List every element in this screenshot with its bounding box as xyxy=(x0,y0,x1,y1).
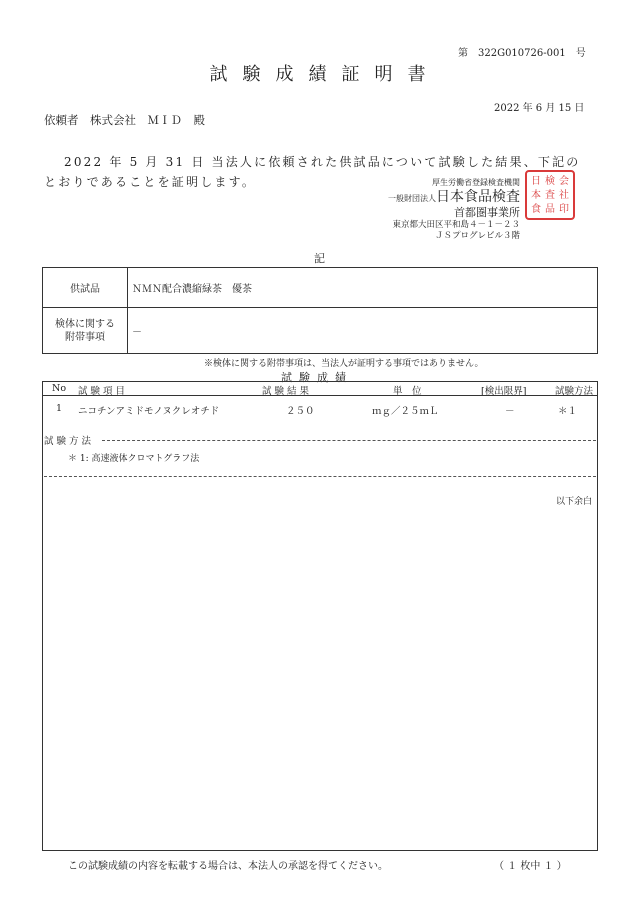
results-title: 試験成績 xyxy=(281,371,353,384)
header-result: 試 験 結 果 xyxy=(262,386,310,397)
issuer-office: 首都圏事業所 xyxy=(454,206,520,219)
attached-matters-value: － xyxy=(128,308,598,354)
sample-value: ＮＭＮ配合濃縮緑茶 優茶 xyxy=(128,268,598,308)
row-limit: － xyxy=(505,406,515,417)
method-label: 試 験 方 法 xyxy=(44,436,92,447)
header-divider xyxy=(42,395,598,396)
document-title: 試験成績証明書 xyxy=(209,64,441,85)
row-no: 1 xyxy=(56,403,63,414)
ki-heading: 記 xyxy=(314,252,325,265)
row-method: ＊１ xyxy=(558,406,578,417)
issue-date: 2022 年 6 月 15 日 xyxy=(494,103,585,114)
sample-label: 供試品 xyxy=(43,268,128,308)
issuer-block xyxy=(380,176,520,242)
row-result: ２５０ xyxy=(286,406,315,417)
sample-info-table xyxy=(42,267,598,354)
official-seal-stamp: 日 検 会 本 査 社 食 品 印 xyxy=(525,170,575,220)
row-item: ニコチンアミドモノヌクレオチド xyxy=(78,406,220,417)
certificate-number: 第 322G010726-001 号 xyxy=(458,48,586,59)
certification-statement: 2022 年 5 月 31 日 当法人に依頼された供試品について試験した結果、下記のとおりであることを証明します。 xyxy=(44,155,581,189)
header-unit: 単 位 xyxy=(393,386,422,397)
requester: 依頼者 株式会社 ＭＩＤ 殿 xyxy=(44,113,205,127)
header-method: 試験方法 xyxy=(555,386,594,397)
issuer-name: 日本食品検査 xyxy=(436,189,520,205)
row-unit: ｍｇ／２５ｍＬ xyxy=(372,406,439,417)
end-note: 以下余白 xyxy=(556,497,593,507)
method-note: ＊ 1: 高速液体クロマトグラフ法 xyxy=(68,454,200,464)
footer-note: この試験成績の内容を転載する場合は、本法人の承認を得てください。 xyxy=(68,861,388,872)
issuer-address-line1: 東京都大田区平和島４－１－２３ xyxy=(392,220,520,230)
header-limit: [検出限界] xyxy=(481,386,527,397)
issuer-address-line2: ＪＳプログレビル３階 xyxy=(434,231,520,241)
header-no: No xyxy=(52,383,67,394)
method-dash-line xyxy=(102,440,596,441)
header-item: 試 験 項 目 xyxy=(78,386,126,397)
page-indicator: （ １ 枚中 １ ） xyxy=(494,861,567,872)
attached-matters-label: 検体に関する附帯事項 xyxy=(43,308,128,354)
issuer-registration: 厚生労働省登録検査機関 xyxy=(432,178,520,187)
attached-note: ※検体に関する附帯事項は、当法人が証明する事項ではありません。 xyxy=(204,359,484,369)
separator-dash-line xyxy=(44,476,596,477)
issuer-org-type: 一般財団法人 xyxy=(388,194,436,203)
